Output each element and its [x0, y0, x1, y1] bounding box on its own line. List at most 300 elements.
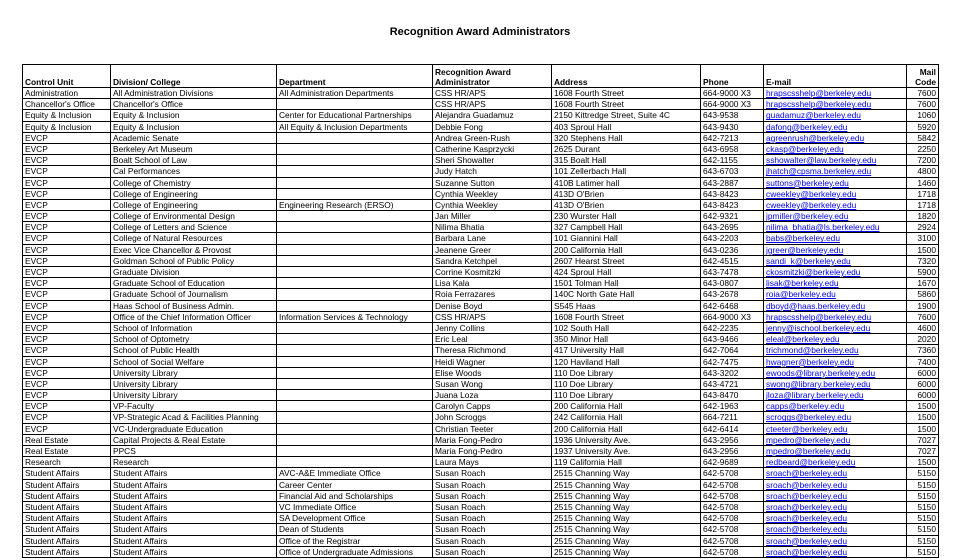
cell-department: [277, 322, 433, 333]
cell-mail-code: 5150: [907, 501, 939, 512]
cell-division: Student Affairs: [111, 468, 277, 479]
cell-control-unit: EVCP: [23, 155, 111, 166]
cell-division: Capital Projects & Real Estate: [111, 434, 277, 445]
cell-control-unit: EVCP: [23, 289, 111, 300]
cell-division: VC-Undergraduate Education: [111, 423, 277, 434]
cell-email[interactable]: hwagner@berkeley.edu: [764, 356, 907, 367]
cell-email[interactable]: cteeter@berkeley.edu: [764, 423, 907, 434]
cell-division: School of Information: [111, 322, 277, 333]
cell-department: Center for Educational Partnerships: [277, 110, 433, 121]
cell-phone: 642-6468: [701, 300, 764, 311]
cell-control-unit: Student Affairs: [23, 479, 111, 490]
cell-mail-code: 7200: [907, 155, 939, 166]
cell-administrator: Jeanene Greer: [433, 244, 552, 255]
cell-administrator: Barbara Lane: [433, 233, 552, 244]
table-row: [23, 121, 939, 132]
cell-department: [277, 166, 433, 177]
table-row: [23, 446, 939, 457]
cell-email[interactable]: capps@berkeley.edu: [764, 401, 907, 412]
cell-control-unit: EVCP: [23, 255, 111, 266]
cell-mail-code: 7600: [907, 99, 939, 110]
cell-control-unit: EVCP: [23, 378, 111, 389]
cell-address: 2515 Channing Way: [552, 468, 701, 479]
cell-administrator: CSS HR/APS: [433, 88, 552, 99]
cell-department: [277, 289, 433, 300]
cell-division: Cal Performances: [111, 166, 277, 177]
cell-mail-code: 7600: [907, 88, 939, 99]
cell-division: Berkeley Art Museum: [111, 143, 277, 154]
cell-phone: 643-6703: [701, 166, 764, 177]
cell-address: 1608 Fourth Street: [552, 88, 701, 99]
header-mail-code-line1: Mail: [919, 66, 936, 77]
cell-control-unit: EVCP: [23, 423, 111, 434]
header-mail-code-line2: Code: [915, 76, 936, 87]
cell-division: Student Affairs: [111, 479, 277, 490]
table-row: [23, 267, 939, 278]
cell-mail-code: 2020: [907, 334, 939, 345]
cell-phone: 643-8423: [701, 188, 764, 199]
cell-division: College of Environmental Design: [111, 211, 277, 222]
table-row: [23, 390, 939, 401]
cell-address: 200 California Hall: [552, 244, 701, 255]
cell-control-unit: EVCP: [23, 166, 111, 177]
cell-control-unit: Student Affairs: [23, 513, 111, 524]
cell-administrator: CSS HR/APS: [433, 311, 552, 322]
cell-control-unit: Real Estate: [23, 434, 111, 445]
cell-control-unit: EVCP: [23, 322, 111, 333]
cell-division: University Library: [111, 378, 277, 389]
cell-division: Graduate School of Education: [111, 278, 277, 289]
cell-control-unit: Administration: [23, 88, 111, 99]
cell-address: 140C North Gate Hall: [552, 289, 701, 300]
cell-mail-code: 1670: [907, 278, 939, 289]
cell-email[interactable]: agreenrush@berkeley.edu: [764, 132, 907, 143]
cell-email[interactable]: jloza@library.berkeley.edu: [764, 390, 907, 401]
cell-email[interactable]: sroach@berkeley.edu: [764, 524, 907, 535]
cell-mail-code: 7027: [907, 434, 939, 445]
cell-email[interactable]: sroach@berkeley.edu: [764, 513, 907, 524]
cell-department: [277, 300, 433, 311]
cell-division: College of Engineering: [111, 188, 277, 199]
cell-email[interactable]: jgreer@berkeley.edu: [764, 244, 907, 255]
cell-mail-code: 1500: [907, 244, 939, 255]
cell-administrator: Sheri Showalter: [433, 155, 552, 166]
cell-mail-code: 1460: [907, 177, 939, 188]
cell-phone: 642-1155: [701, 155, 764, 166]
cell-phone: 642-5708: [701, 535, 764, 546]
cell-email[interactable]: eleal@berkeley.edu: [764, 334, 907, 345]
cell-division: College of Engineering: [111, 199, 277, 210]
cell-administrator: Jenny Collins: [433, 322, 552, 333]
cell-mail-code: 7320: [907, 255, 939, 266]
table-row: [23, 222, 939, 233]
table-body: [23, 88, 939, 558]
cell-email[interactable]: lisak@berkeley.edu: [764, 278, 907, 289]
cell-administrator: Suzanne Sutton: [433, 177, 552, 188]
cell-administrator: Roia Ferrazares: [433, 289, 552, 300]
cell-division: School of Public Health: [111, 345, 277, 356]
cell-mail-code: 5842: [907, 132, 939, 143]
cell-division: College of Letters and Science: [111, 222, 277, 233]
cell-mail-code: 5150: [907, 490, 939, 501]
cell-phone: 642-5708: [701, 546, 764, 557]
cell-address: 2150 Kittredge Street, Suite 4C: [552, 110, 701, 121]
cell-control-unit: EVCP: [23, 300, 111, 311]
cell-administrator: Susan Roach: [433, 513, 552, 524]
cell-mail-code: 7360: [907, 345, 939, 356]
cell-address: 2515 Channing Way: [552, 524, 701, 535]
cell-division: Graduate Division: [111, 267, 277, 278]
cell-mail-code: 6000: [907, 378, 939, 389]
cell-address: 2515 Channing Way: [552, 535, 701, 546]
cell-address: 1608 Fourth Street: [552, 99, 701, 110]
cell-phone: 642-5708: [701, 513, 764, 524]
cell-control-unit: EVCP: [23, 334, 111, 345]
cell-phone: 664-9000 X3: [701, 311, 764, 322]
cell-email[interactable]: jpmiller@berkeley.edu: [764, 211, 907, 222]
table-row: [23, 300, 939, 311]
cell-mail-code: 5150: [907, 468, 939, 479]
table-row: [23, 378, 939, 389]
cell-address: S545 Haas: [552, 300, 701, 311]
cell-address: 230 Wurster Hall: [552, 211, 701, 222]
cell-administrator: Susan Wong: [433, 378, 552, 389]
cell-address: 2515 Channing Way: [552, 490, 701, 501]
header-administrator-line1: Recognition Award: [435, 66, 511, 77]
cell-address: 110 Doe Library: [552, 367, 701, 378]
cell-control-unit: EVCP: [23, 390, 111, 401]
cell-division: VP-Faculty: [111, 401, 277, 412]
cell-address: 200 California Hall: [552, 423, 701, 434]
table-row: [23, 423, 939, 434]
cell-administrator: Susan Roach: [433, 490, 552, 501]
cell-division: Student Affairs: [111, 490, 277, 501]
cell-administrator: Judy Hatch: [433, 166, 552, 177]
cell-department: [277, 143, 433, 154]
cell-mail-code: 1900: [907, 300, 939, 311]
cell-control-unit: EVCP: [23, 244, 111, 255]
cell-email[interactable]: ewoods@library.berkeley.edu: [764, 367, 907, 378]
cell-phone: 643-2956: [701, 434, 764, 445]
cell-department: Engineering Research (ERSO): [277, 199, 433, 210]
table-row: [23, 289, 939, 300]
cell-mail-code: 6000: [907, 367, 939, 378]
table-row: [23, 244, 939, 255]
cell-control-unit: EVCP: [23, 412, 111, 423]
cell-email[interactable]: guadamuz@berkeley.edu: [764, 110, 907, 121]
cell-email[interactable]: redbeard@berkeley.edu: [764, 457, 907, 468]
cell-email[interactable]: sandi_k@berkeley.edu: [764, 255, 907, 266]
cell-email[interactable]: babs@berkeley.edu: [764, 233, 907, 244]
cell-phone: 643-3202: [701, 367, 764, 378]
cell-mail-code: 7027: [907, 446, 939, 457]
cell-mail-code: 6000: [907, 390, 939, 401]
cell-mail-code: 5900: [907, 267, 939, 278]
cell-control-unit: EVCP: [23, 267, 111, 278]
cell-email[interactable]: dafong@berkeley.edu: [764, 121, 907, 132]
table-row: [23, 166, 939, 177]
cell-administrator: Heidi Wagner: [433, 356, 552, 367]
cell-email[interactable]: sroach@berkeley.edu: [764, 546, 907, 557]
cell-phone: 664-9000 X3: [701, 88, 764, 99]
cell-phone: 642-9689: [701, 457, 764, 468]
cell-department: VC Immediate Office: [277, 501, 433, 512]
cell-department: [277, 267, 433, 278]
table-row: [23, 367, 939, 378]
cell-division: Equity & Inclusion: [111, 110, 277, 121]
cell-department: [277, 233, 433, 244]
cell-phone: 643-2887: [701, 177, 764, 188]
table-row: [23, 412, 939, 423]
cell-division: Chancellor's Office: [111, 99, 277, 110]
cell-email[interactable]: sshowalter@law.berkeley.edu: [764, 155, 907, 166]
cell-mail-code: 2250: [907, 143, 939, 154]
table-row: [23, 110, 939, 121]
cell-phone: 642-6414: [701, 423, 764, 434]
table-row: [23, 356, 939, 367]
cell-address: 102 South Hall: [552, 322, 701, 333]
cell-administrator: Juana Loza: [433, 390, 552, 401]
table-row: [23, 188, 939, 199]
cell-phone: 643-4721: [701, 378, 764, 389]
table-row: [23, 88, 939, 99]
cell-address: 1501 Tolman Hall: [552, 278, 701, 289]
cell-email[interactable]: trichmond@berkeley.edu: [764, 345, 907, 356]
table-row: [23, 255, 939, 266]
cell-address: 1936 University Ave.: [552, 434, 701, 445]
cell-email[interactable]: jhatch@cpsma.berkeley.edu: [764, 166, 907, 177]
cell-division: Graduate School of Journalism: [111, 289, 277, 300]
cell-department: [277, 401, 433, 412]
cell-address: 200 California Hall: [552, 401, 701, 412]
cell-department: [277, 367, 433, 378]
cell-division: PPCS: [111, 446, 277, 457]
cell-address: 315 Boalt Hall: [552, 155, 701, 166]
cell-administrator: Susan Roach: [433, 468, 552, 479]
table-row: [23, 177, 939, 188]
cell-division: Student Affairs: [111, 513, 277, 524]
cell-address: 2515 Channing Way: [552, 479, 701, 490]
cell-control-unit: Equity & Inclusion: [23, 110, 111, 121]
cell-administrator: Elise Woods: [433, 367, 552, 378]
cell-control-unit: EVCP: [23, 233, 111, 244]
cell-email[interactable]: roia@berkeley.edu: [764, 289, 907, 300]
cell-email[interactable]: ckosmitzki@berkeley.edu: [764, 267, 907, 278]
cell-email[interactable]: sroach@berkeley.edu: [764, 490, 907, 501]
cell-administrator: Lisa Kala: [433, 278, 552, 289]
cell-department: All Administration Departments: [277, 88, 433, 99]
cell-control-unit: EVCP: [23, 367, 111, 378]
table-row: [23, 155, 939, 166]
cell-department: [277, 446, 433, 457]
cell-administrator: Carolyn Capps: [433, 401, 552, 412]
cell-email[interactable]: suttons@berkeley.edu: [764, 177, 907, 188]
cell-email[interactable]: mpedro@berkeley.edu: [764, 434, 907, 445]
cell-phone: 643-6958: [701, 143, 764, 154]
cell-email[interactable]: jenny@ischool.berkeley.edu: [764, 322, 907, 333]
cell-phone: 642-5708: [701, 479, 764, 490]
cell-administrator: Debbie Fong: [433, 121, 552, 132]
cell-phone: 643-9430: [701, 121, 764, 132]
cell-department: Information Services & Technology: [277, 311, 433, 322]
cell-phone: 642-7475: [701, 356, 764, 367]
cell-phone: 643-0236: [701, 244, 764, 255]
cell-administrator: Denise Boyd: [433, 300, 552, 311]
cell-email[interactable]: sroach@berkeley.edu: [764, 479, 907, 490]
cell-email[interactable]: cweekley@berkeley.edu: [764, 188, 907, 199]
table-row: [23, 513, 939, 524]
cell-administrator: Susan Roach: [433, 501, 552, 512]
cell-phone: 643-8423: [701, 199, 764, 210]
cell-email[interactable]: scroggs@berkeley.edu: [764, 412, 907, 423]
cell-phone: 642-1963: [701, 401, 764, 412]
cell-mail-code: 1718: [907, 188, 939, 199]
table-row: [23, 468, 939, 479]
cell-department: Office of the Registrar: [277, 535, 433, 546]
cell-address: 327 Campbell Hall: [552, 222, 701, 233]
cell-phone: 643-2203: [701, 233, 764, 244]
cell-control-unit: Student Affairs: [23, 546, 111, 557]
cell-phone: 664-7211: [701, 412, 764, 423]
table-row: [23, 457, 939, 468]
cell-mail-code: 3100: [907, 233, 939, 244]
cell-department: Dean of Students: [277, 524, 433, 535]
cell-phone: 643-8470: [701, 390, 764, 401]
cell-administrator: Jan Miller: [433, 211, 552, 222]
cell-mail-code: 7400: [907, 356, 939, 367]
cell-control-unit: Student Affairs: [23, 468, 111, 479]
cell-mail-code: 1500: [907, 423, 939, 434]
cell-email[interactable]: sroach@berkeley.edu: [764, 535, 907, 546]
cell-email[interactable]: dboyd@haas.berkeley.edu: [764, 300, 907, 311]
header-division: Division/ College: [111, 65, 277, 88]
cell-administrator: Laura Mays: [433, 457, 552, 468]
cell-control-unit: Student Affairs: [23, 490, 111, 501]
cell-administrator: Cynthia Weekley: [433, 199, 552, 210]
cell-department: SA Development Office: [277, 513, 433, 524]
cell-division: School of Social Welfare: [111, 356, 277, 367]
cell-phone: 642-2235: [701, 322, 764, 333]
cell-address: 120 Haviland Hall: [552, 356, 701, 367]
cell-department: [277, 188, 433, 199]
cell-control-unit: EVCP: [23, 356, 111, 367]
cell-division: Office of the Chief Information Officer: [111, 311, 277, 322]
cell-administrator: Theresa Richmond: [433, 345, 552, 356]
cell-department: [277, 457, 433, 468]
cell-department: [277, 132, 433, 143]
table-row: [23, 278, 939, 289]
cell-email[interactable]: hrapscsshelp@berkeley.edu: [764, 311, 907, 322]
cell-department: Office of Undergraduate Admissions: [277, 546, 433, 557]
cell-division: Student Affairs: [111, 524, 277, 535]
cell-department: [277, 278, 433, 289]
cell-mail-code: 5150: [907, 535, 939, 546]
header-phone: Phone: [701, 65, 764, 88]
cell-email[interactable]: cweekley@berkeley.edu: [764, 199, 907, 210]
cell-control-unit: Chancellor's Office: [23, 99, 111, 110]
cell-division: University Library: [111, 390, 277, 401]
cell-mail-code: 1500: [907, 401, 939, 412]
cell-phone: 642-7213: [701, 132, 764, 143]
table-row: [23, 132, 939, 143]
cell-address: 424 Sproul Hall: [552, 267, 701, 278]
cell-division: Boalt School of Law: [111, 155, 277, 166]
table-row: [23, 199, 939, 210]
cell-address: 2515 Channing Way: [552, 513, 701, 524]
cell-department: [277, 334, 433, 345]
cell-mail-code: 7600: [907, 311, 939, 322]
cell-division: Haas School of Business Admin.: [111, 300, 277, 311]
cell-division: VP-Strategic Acad & Facilities Planning: [111, 412, 277, 423]
administrators-table: [22, 64, 939, 558]
cell-phone: 642-4515: [701, 255, 764, 266]
cell-address: 403 Sproul Hall: [552, 121, 701, 132]
cell-administrator: Susan Roach: [433, 546, 552, 557]
cell-email[interactable]: nilima_bhatia@ls.berkeley.edu: [764, 222, 907, 233]
cell-department: [277, 345, 433, 356]
cell-administrator: Maria Fong-Pedro: [433, 446, 552, 457]
header-mail-code: [907, 65, 939, 88]
cell-administrator: CSS HR/APS: [433, 99, 552, 110]
header-email: E-mail: [764, 65, 907, 88]
cell-division: All Administration Divisions: [111, 88, 277, 99]
cell-address: 119 California Hall: [552, 457, 701, 468]
cell-email[interactable]: sroach@berkeley.edu: [764, 501, 907, 512]
page-title: Recognition Award Administrators: [389, 26, 571, 38]
cell-mail-code: 5860: [907, 289, 939, 300]
cell-email[interactable]: swong@library.berkeley.edu: [764, 378, 907, 389]
cell-division: Equity & Inclusion: [111, 121, 277, 132]
cell-administrator: Eric Leal: [433, 334, 552, 345]
cell-email[interactable]: ckasp@berkeley.edu: [764, 143, 907, 154]
cell-address: 2625 Durant: [552, 143, 701, 154]
cell-administrator: Cynthia Weekley: [433, 188, 552, 199]
cell-control-unit: EVCP: [23, 199, 111, 210]
cell-email[interactable]: hrapscsshelp@berkeley.edu: [764, 99, 907, 110]
table-row: [23, 233, 939, 244]
table-row: [23, 434, 939, 445]
cell-email[interactable]: sroach@berkeley.edu: [764, 468, 907, 479]
cell-mail-code: 4600: [907, 322, 939, 333]
cell-address: 413D O'Brien: [552, 199, 701, 210]
cell-administrator: Alejandra Guadamuz: [433, 110, 552, 121]
cell-control-unit: EVCP: [23, 132, 111, 143]
cell-division: Student Affairs: [111, 546, 277, 557]
cell-administrator: Susan Roach: [433, 524, 552, 535]
cell-phone: 664-9000 X3: [701, 99, 764, 110]
cell-email[interactable]: mpedro@berkeley.edu: [764, 446, 907, 457]
cell-mail-code: 2924: [907, 222, 939, 233]
cell-control-unit: EVCP: [23, 143, 111, 154]
cell-phone: 642-7064: [701, 345, 764, 356]
cell-department: [277, 155, 433, 166]
cell-division: Exec Vice Chancellor & Provost: [111, 244, 277, 255]
cell-email[interactable]: hrapscsshelp@berkeley.edu: [764, 88, 907, 99]
cell-administrator: Sandra Ketchpel: [433, 255, 552, 266]
cell-mail-code: 5150: [907, 524, 939, 535]
cell-phone: 643-9466: [701, 334, 764, 345]
cell-division: College of Chemistry: [111, 177, 277, 188]
cell-mail-code: 1500: [907, 457, 939, 468]
cell-division: Goldman School of Public Policy: [111, 255, 277, 266]
cell-mail-code: 1060: [907, 110, 939, 121]
cell-control-unit: EVCP: [23, 311, 111, 322]
cell-department: [277, 390, 433, 401]
cell-department: [277, 434, 433, 445]
table-row: [23, 401, 939, 412]
cell-control-unit: Student Affairs: [23, 535, 111, 546]
cell-control-unit: EVCP: [23, 401, 111, 412]
